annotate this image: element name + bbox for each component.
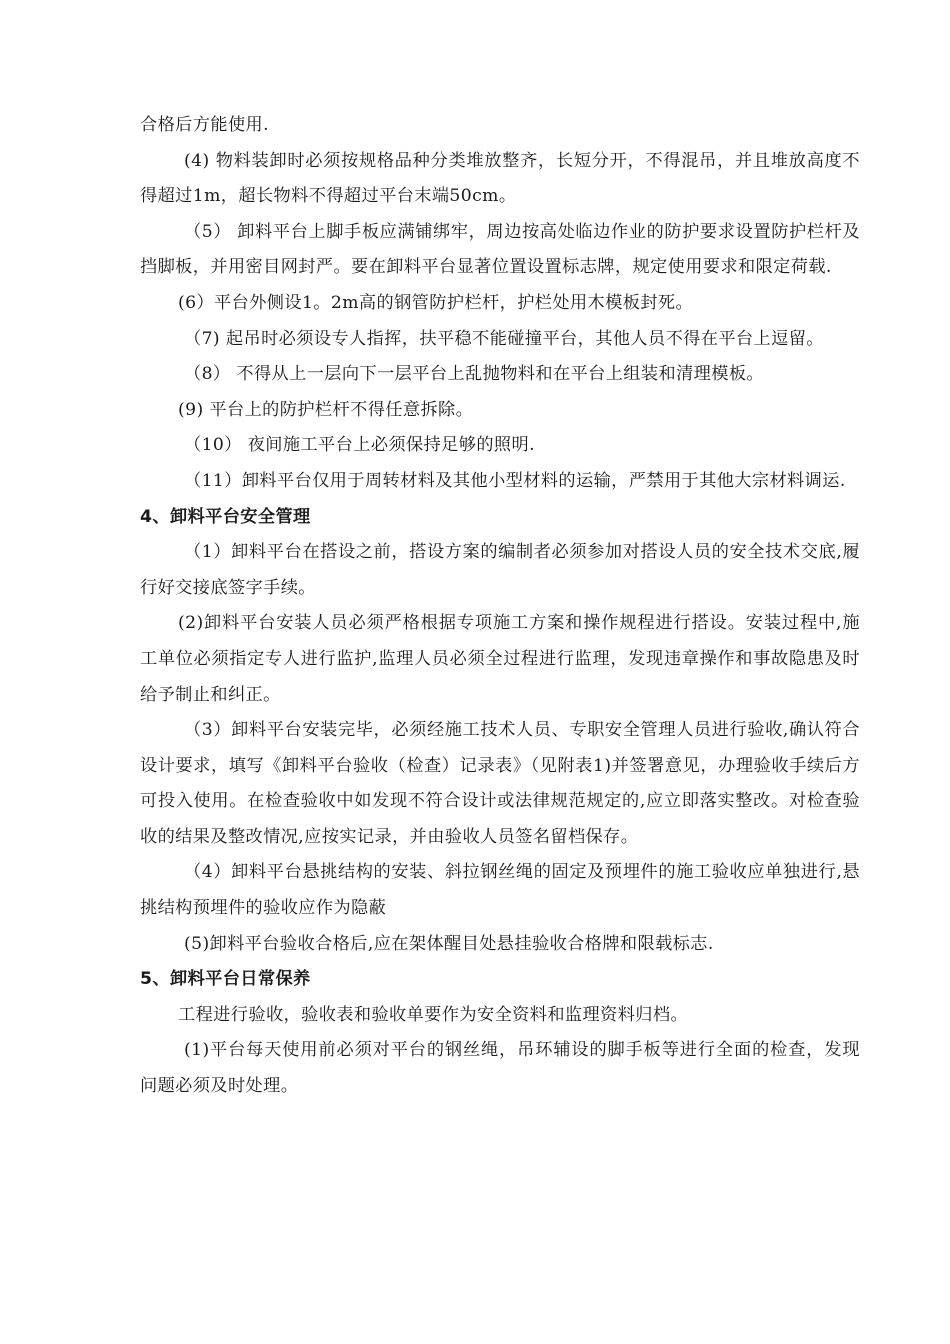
section-heading-5: 5、卸料平台日常保养 [140, 969, 311, 990]
paragraph-item-9: (9) 平台上的防护栏杆不得任意拆除。 [178, 399, 474, 420]
paragraph-item-4: (4) 物料装卸时必须按规格品种分类堆放整齐，长短分开，不得混吊，并且堆放高度不得超过1m，超长物料不得超过平台末端50cm。 [140, 150, 860, 207]
paragraph-s4-item-4: （4）卸料平台悬挑结构的安装、斜拉钢丝绳的固定及预埋件的施工验收应单独进行,悬挑结构预埋件的验收应作为隐蔽 [140, 862, 860, 919]
paragraph-s5-item-1: (1)平台每天使用前必须对平台的钢丝绳，吊环辅设的脚手板等进行全面的检查，发现问题必须及时处理。 [140, 1040, 860, 1097]
paragraph-item-8: （8） 不得从上一层向下一层平台上乱抛物料和在平台上组装和清理模板。 [184, 364, 765, 385]
paragraph-item-7: （7) 起吊时必须设专人指挥，扶平稳不能碰撞平台，其他人员不得在平台上逗留。 [184, 328, 824, 349]
paragraph-item-5: （5） 卸料平台上脚手板应满铺绑牢，周边按高处临边作业的防护要求设置防护栏杆及挡脚板，并用密目网封严。要在卸料平台显著位置设置标志牌，规定使用要求和限定荷载. [140, 221, 860, 278]
paragraph-item-6: (6）平台外侧设1。2m高的钢管防护栏杆，护栏处用木模板封死。 [178, 292, 694, 313]
paragraph-s4-item-1: （1）卸料平台在搭设之前，搭设方案的编制者必须参加对搭设人员的安全技术交底,履行好交接底签字手续。 [140, 542, 860, 598]
paragraph-s5-intro: 工程进行验收，验收表和验收单要作为安全资料和监理资料归档。 [178, 1004, 689, 1025]
paragraph-s4-item-5: (5)卸料平台验收合格后,应在架体醒目处悬挂验收合格牌和限载标志. [184, 933, 714, 954]
paragraph-s4-item-2: (2)卸料平台安装人员必须严格根据专项施工方案和操作规程进行搭设。安装过程中,施工单位必须指定专人进行监护,监理人员必须全过程进行监理，发现违章操作和事故隐患及时给予制止和纠正。 [140, 613, 860, 705]
document-body [140, 108, 860, 1105]
paragraph-item-11: （11）卸料平台仅用于周转材料及其他小型材料的运输，严禁用于其他大宗材料调运. [184, 470, 846, 491]
paragraph-item-10: （10） 夜间施工平台上必须保持足够的照明. [184, 435, 535, 456]
section-heading-4: 4、卸料平台安全管理 [140, 506, 311, 527]
paragraph-continuation: 合格后方能使用. [140, 115, 269, 135]
paragraph-s4-item-3: （3）卸料平台安装完毕，必须经施工技术人员、专职安全管理人员进行验收,确认符合设计要求，填写《卸料平台验收（检查）记录表》（见附表1)并签署意见，办理验收手续后方可投入使用。在检查验收中如发现不符合设计或法律规范规定的,应立即落实整改。对检查验收的结果及整改情况,应按实记录，并由验收人员签名留档保存。 [140, 720, 860, 847]
